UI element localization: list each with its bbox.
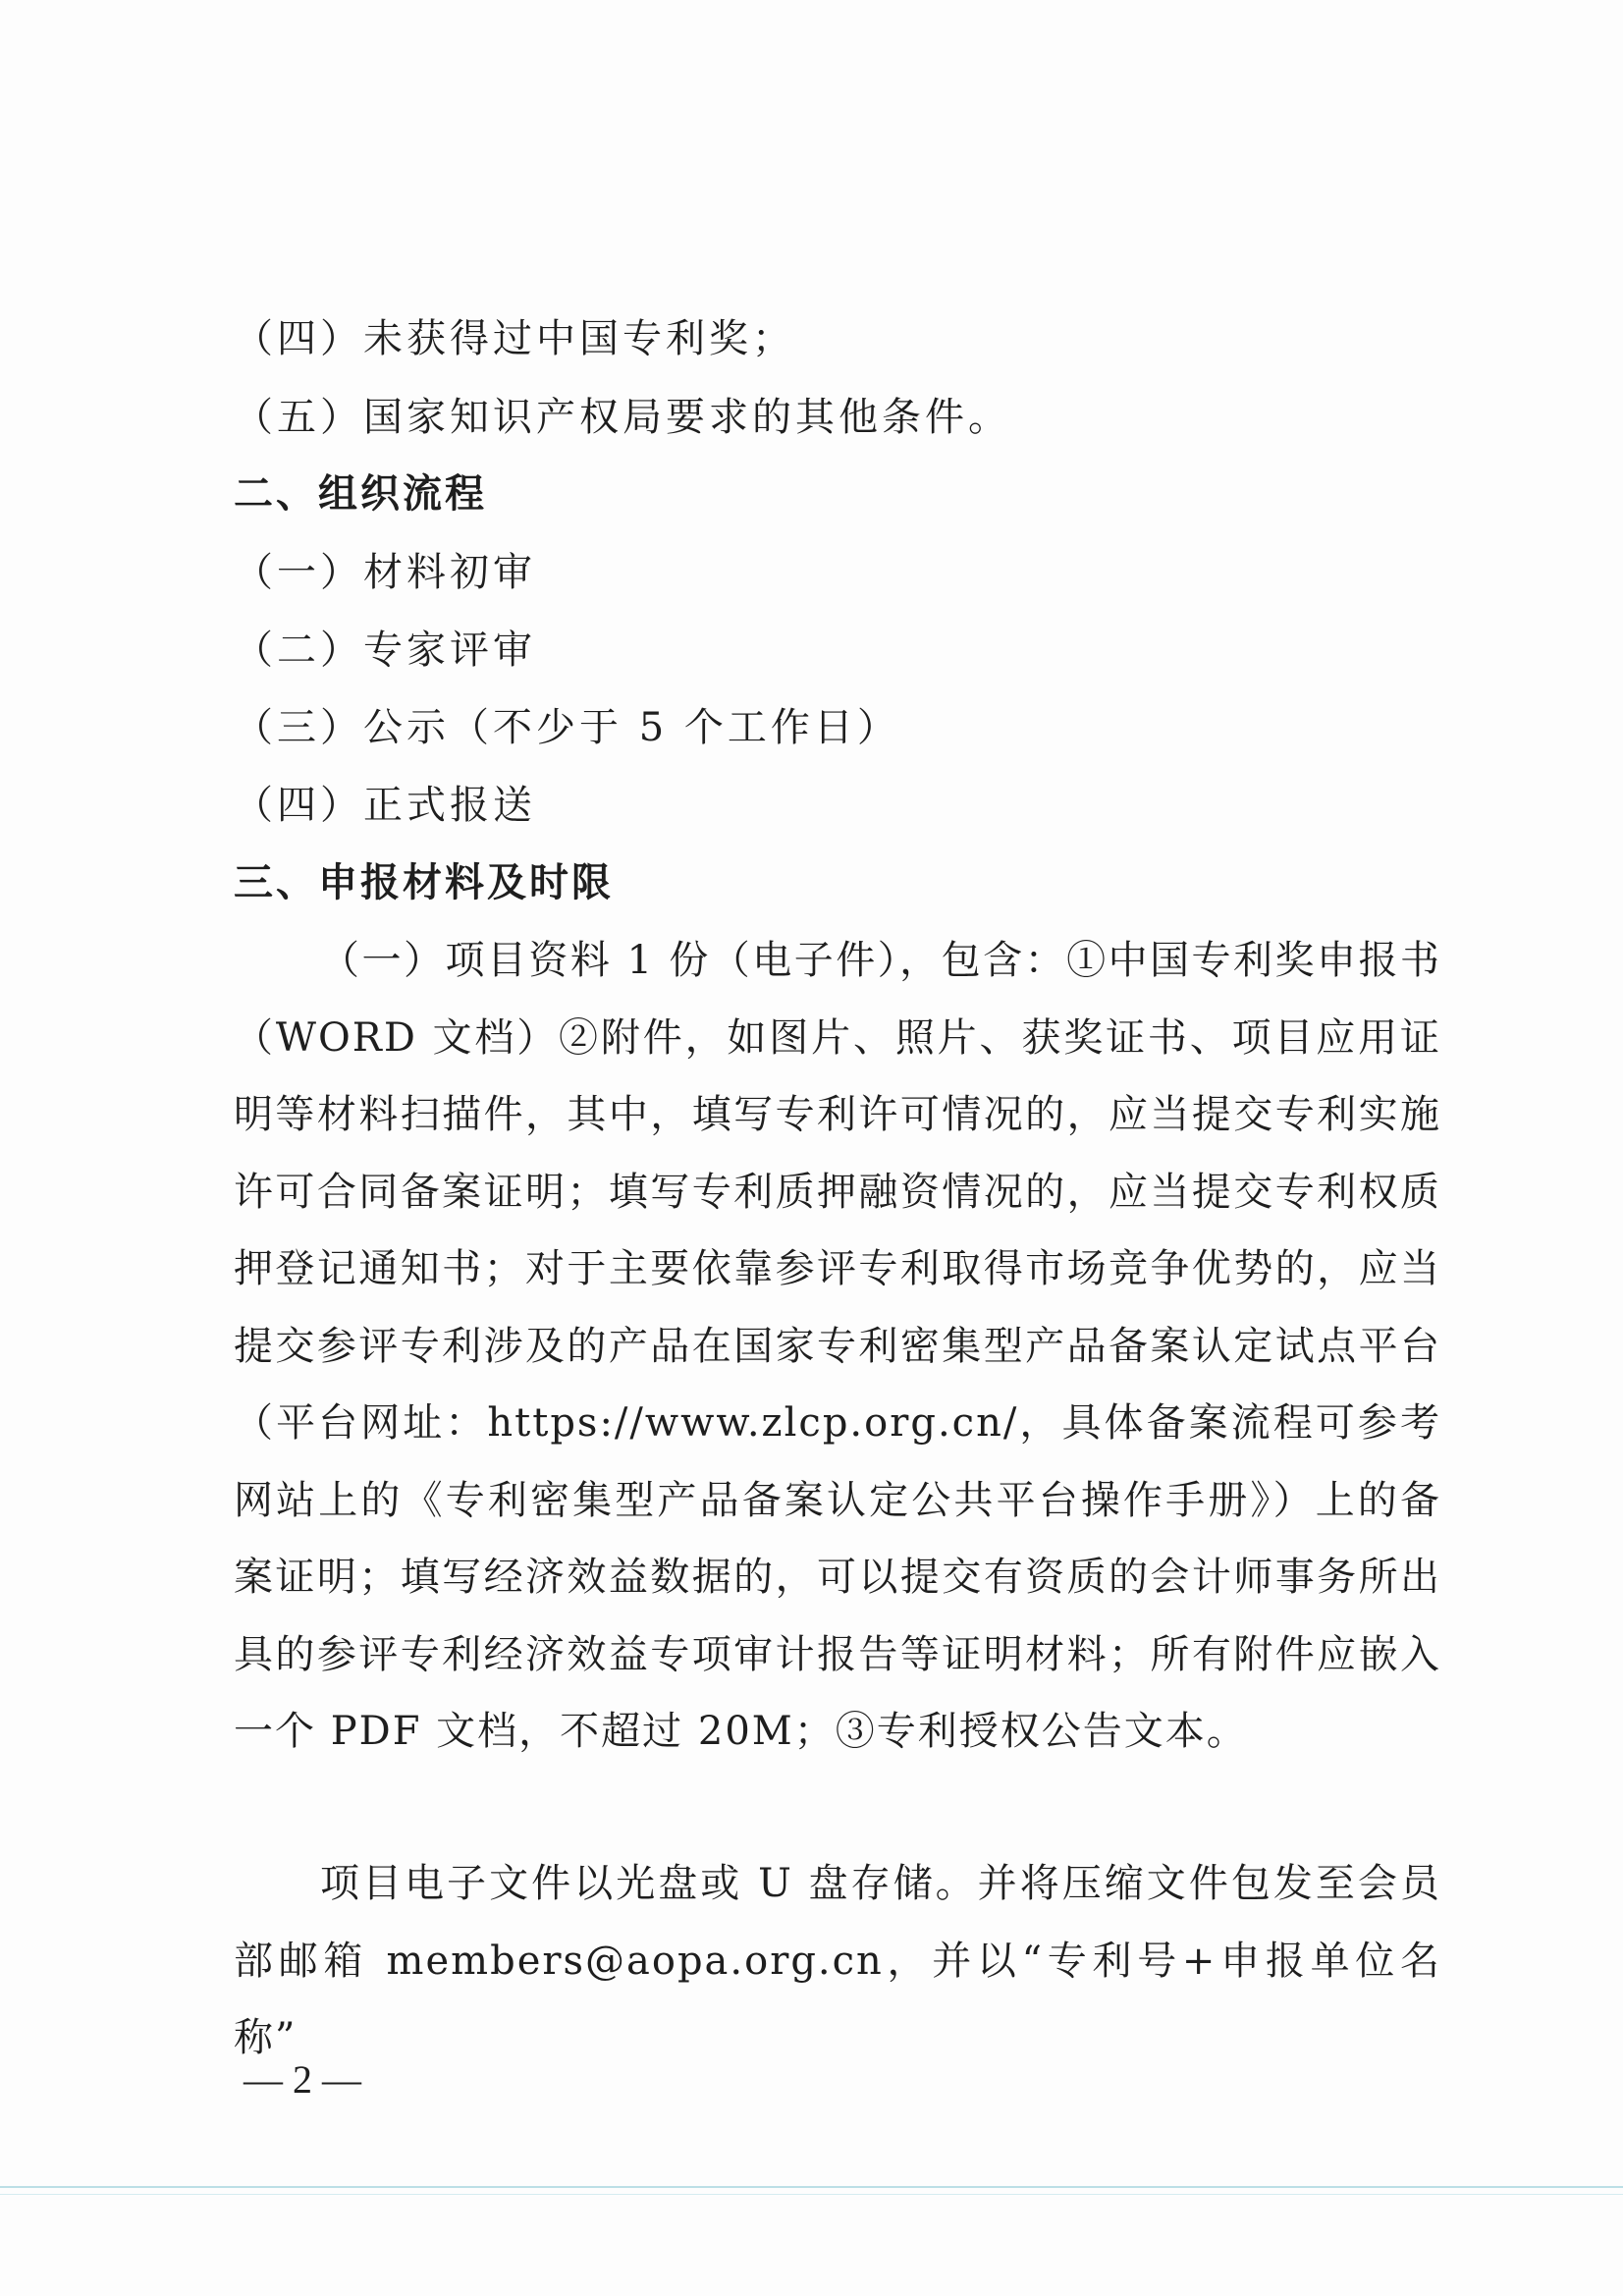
process-step-1: （一）材料初审 — [234, 550, 536, 595]
condition-item-4: （四）未获得过中国专利奖； — [234, 316, 795, 361]
process-step-4: （四）正式报送 — [234, 783, 536, 828]
page-number: — 2 — — [243, 2057, 361, 2102]
section-heading-materials: 三、申报材料及时限 — [234, 860, 614, 905]
section-heading-process: 二、组织流程 — [234, 471, 487, 517]
footer-divider-secondary — [0, 2194, 1623, 2195]
submission-paragraph: 项目电子文件以光盘或 U 盘存储。并将压缩文件包发至会员部邮箱 members@aopa.org.cn，并以“专利号+申报单位名称” — [234, 1861, 1441, 2060]
process-step-3: （三）公示（不少于 5 个工作日） — [234, 705, 900, 750]
footer-divider — [0, 2186, 1623, 2188]
condition-item-5: （五）国家知识产权局要求的其他条件。 — [234, 395, 1011, 440]
process-step-2: （二）专家评审 — [234, 628, 536, 673]
materials-paragraph: （一）项目资料 1 份（电子件），包含：①中国专利奖申报书（WORD 文档）②附件，如图片、照片、获奖证书、项目应用证明等材料扫描件，其中，填写专利许可情况的，应当提交专利实施许可合同备案证明；填写专利质押融资情况的，应当提交专利权质押登记通知书；对于主要依靠参评专利取得市场竞争优势的，应当提交参评专利涉及的产品在国家专利密集型产品备案认定试点平台（平台网址：https://www.zlcp.org.cn/，具体备案流程可参考网站上的《专利密集型产品备案认定公共平台操作手册》）上的备案证明；填写经济效益数据的，可以提交有资质的会计师事务所出具的参评专利经济效益专项审计报告等证明材料；所有附件应嵌入一个 PDF 文档，不超过 20M；③专利授权公告文本。 — [234, 938, 1441, 1754]
